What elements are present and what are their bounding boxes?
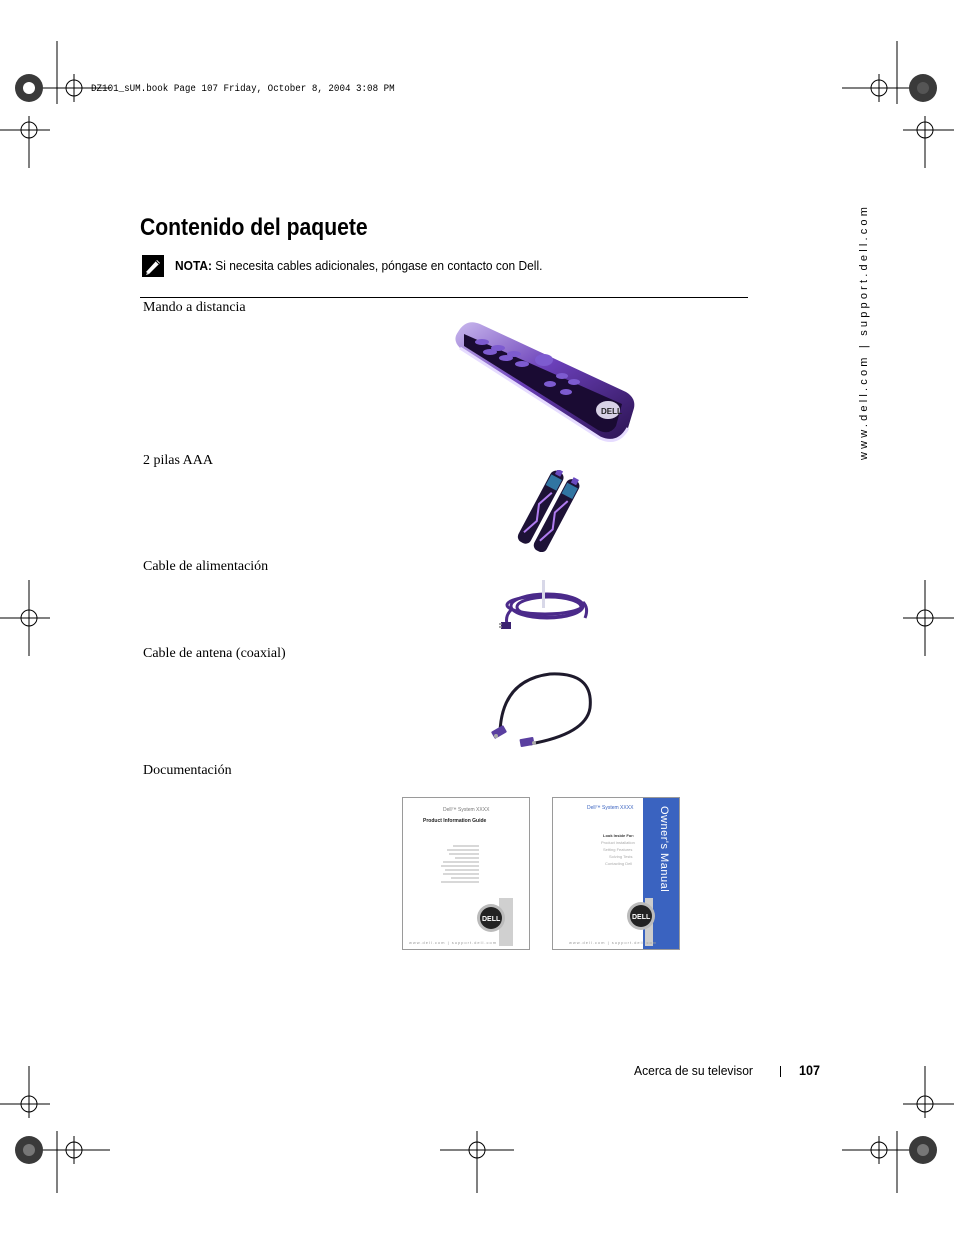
product-information-guide-image: [402, 797, 530, 950]
note-text: [175, 258, 542, 273]
remote-logo-text: DELL: [601, 407, 622, 416]
sidebar-url-text: www.dell.com | support.dell.com: [858, 203, 870, 460]
manual-title-wrap: [653, 806, 673, 906]
note-label: NOTA:: [175, 258, 212, 273]
item-label-power-cable: Cable de alimentación: [143, 559, 269, 574]
manual-toc-item: Product installation: [601, 840, 635, 845]
guide-toc-lines: [439, 844, 489, 886]
guide-brand: Dell™ System XXXX: [443, 807, 490, 813]
owners-manual-image: [552, 797, 680, 950]
manual-brand: Dell™ System XXXX: [587, 805, 634, 811]
manual-title: Owner's Manual: [658, 806, 670, 893]
manual-toc-item: Contacting Dell: [605, 861, 633, 866]
page-title: Contenido del paquete: [140, 214, 368, 241]
manual-footer: www.dell.com | support.dell.com: [569, 940, 658, 945]
guide-title: Product Information Guide: [423, 818, 487, 824]
coaxial-cable-image: [490, 670, 600, 755]
footer-separator: [780, 1066, 781, 1077]
item-label-batteries: 2 pilas AAA: [143, 453, 213, 468]
guide-dell-badge: [475, 898, 515, 946]
print-header-meta: DZ101_sUM.book Page 107 Friday, October 8, 2004 3:08 PM: [91, 84, 395, 95]
guide-logo-text: DELL: [482, 916, 501, 923]
item-label-documentation: Documentación: [143, 763, 232, 778]
section-divider: [140, 297, 748, 298]
manual-toc-item: Setting Features: [603, 847, 633, 852]
manual-dell-badge: [625, 898, 665, 946]
item-label-remote: Mando a distancia: [143, 300, 246, 315]
page-number: 107: [799, 1062, 821, 1078]
remote-control-image: [450, 320, 640, 445]
footer-section-title: Acerca de su televisor: [634, 1063, 753, 1078]
power-cable-image: [497, 578, 592, 633]
manual-logo-text: DELL: [632, 914, 651, 921]
item-label-coaxial-cable: Cable de antena (coaxial): [143, 646, 286, 661]
sidebar-url: [858, 203, 878, 460]
guide-footer: www.dell.com | support.dell.com: [409, 940, 498, 945]
note-pencil-icon: [142, 255, 164, 277]
aaa-batteries-image: [505, 470, 595, 552]
manual-toc-item: Solving Tests: [609, 854, 633, 859]
note-body: Si necesita cables adicionales, póngase en contacto con Dell.: [211, 258, 543, 273]
manual-toc-heading: Look Inside For:: [603, 833, 635, 838]
